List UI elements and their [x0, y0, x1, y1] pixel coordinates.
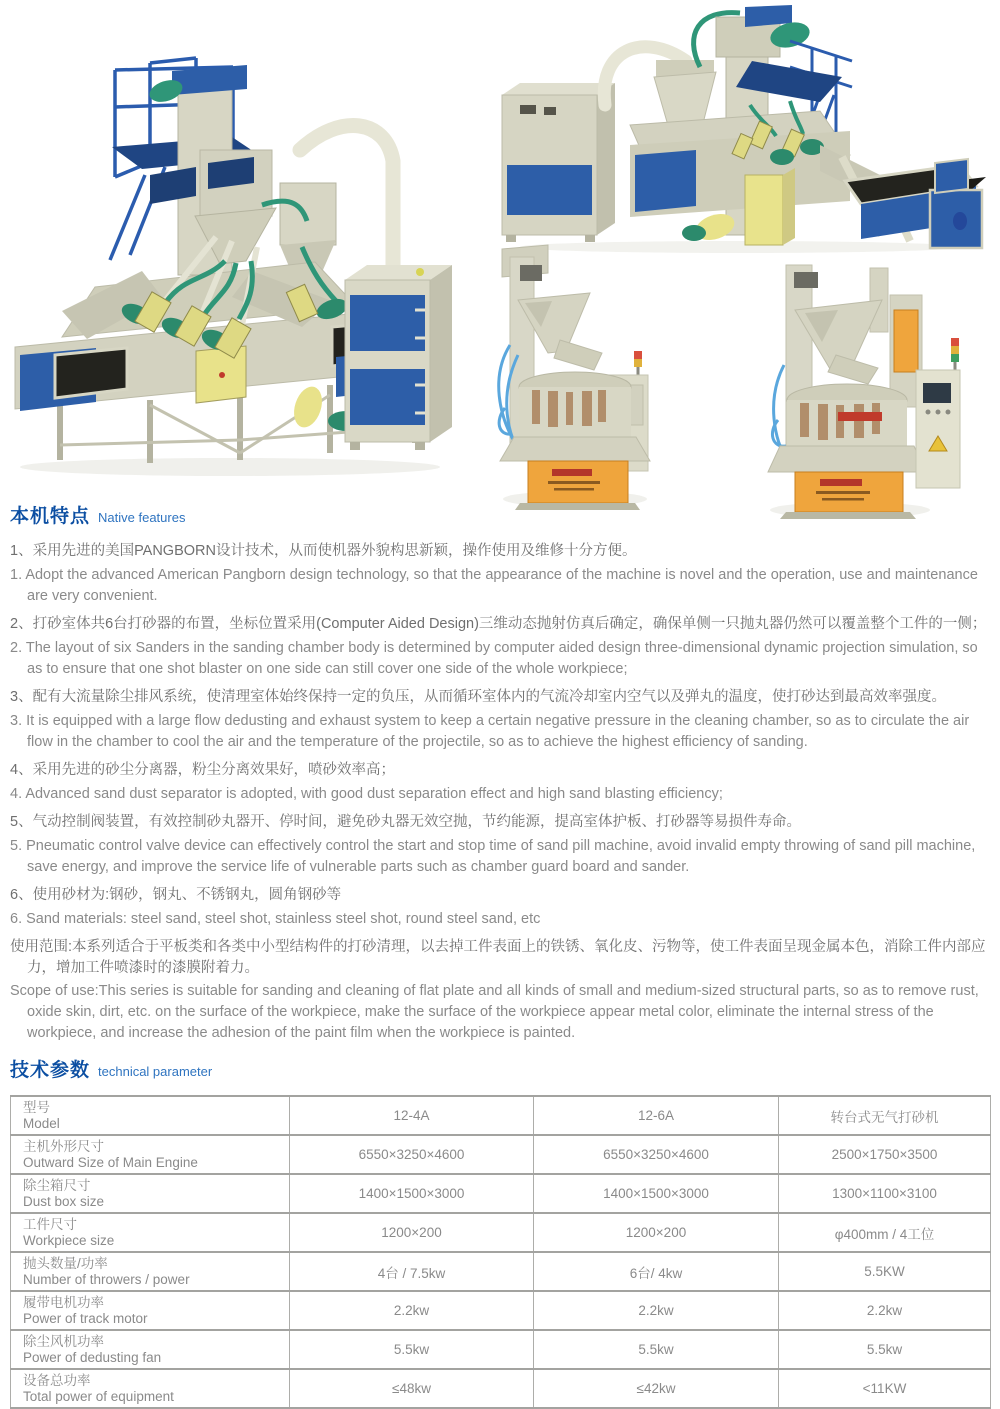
- spec-value-col-1: 1400×1500×3000: [290, 1174, 534, 1213]
- spec-row-label: [11, 1330, 290, 1369]
- spec-value-col-3: φ400mm / 4工位: [779, 1213, 991, 1252]
- spec-value-col-2: 6550×3250×4600: [534, 1135, 779, 1174]
- spec-value-col-1: 1200×200: [290, 1213, 534, 1252]
- conveyor-blast-machine-render-front-left-image: [0, 55, 470, 485]
- spec-row-label-en: Power of track motor: [23, 1310, 148, 1326]
- feature-item-3-en: 3. It is equipped with a large flow dedusting and exhaust system to keep a certain negative pressure in the cleaning chamber, so as to circulate the air flow in the chamber to cool the air and the temperature of the projectile, so as to achieve the highest efficiency of sanding.: [10, 713, 970, 750]
- feature-item-1-en: 1. Adopt the advanced American Pangborn design technology, so that the appearance of the machine is novel and the operation, use and maintenance are very convenient.: [10, 567, 978, 604]
- spec-row-1: [11, 1096, 991, 1135]
- feature-item-5-en: 5. Pneumatic control valve device can effectively control the start and stop time of sand pill machine, avoid invalid empty throwing of sand pill machine, save energy, and improve the service life of vulnerable parts such as chamber guard board and sander.: [10, 838, 976, 875]
- spec-row-8: [11, 1369, 991, 1408]
- features-heading-en: Native features: [98, 510, 186, 525]
- spec-row-label-zh: 主机外形尺寸: [23, 1138, 104, 1154]
- feature-item-2-zh: 2、打砂室体共6台打砂器的布置，坐标位置采用(Computer Aided Design)三维动态抛射仿真后确定，确保单侧一只抛丸器仍然可以覆盖整个工件的一侧；: [10, 616, 987, 632]
- features-list: [10, 541, 992, 930]
- feature-item-5-zh: 5、气动控制阀装置，有效控制砂丸器开、停时间，避免砂丸器无效空抛，节约能源，提高室体护板、打砂器等易损件寿命。: [10, 814, 802, 830]
- spec-row-label: [11, 1291, 290, 1330]
- specs-heading-en: technical parameter: [98, 1064, 213, 1079]
- product-gallery: [0, 0, 1000, 500]
- conveyor-blast-machine-render-rear-right-image: [490, 5, 990, 255]
- spec-value-col-3: 2.2kw: [779, 1291, 991, 1330]
- spec-value-col-2: 6台/ 4kw: [534, 1252, 779, 1291]
- turntable-blast-machine-photo-left-image: [490, 245, 660, 515]
- feature-item-4-en: 4. Advanced sand dust separator is adopted, with good dust separation effect and high sand blasting efficiency;: [10, 786, 723, 802]
- spec-value-col-1: 4台 / 7.5kw: [290, 1252, 534, 1291]
- spec-row-label: [11, 1174, 290, 1213]
- spec-value-col-1: 12-4A: [290, 1096, 534, 1135]
- features-heading-zh: 本机特点: [10, 506, 91, 527]
- spec-row-6: [11, 1291, 991, 1330]
- feature-item-6-en: 6. Sand materials: steel sand, steel shot, stainless steel shot, round steel sand, etc: [10, 911, 541, 927]
- spec-row-3: [11, 1174, 991, 1213]
- spec-row-label-zh: 除尘箱尺寸: [23, 1177, 91, 1193]
- spec-value-col-1: 6550×3250×4600: [290, 1135, 534, 1174]
- spec-value-col-3: 2500×1750×3500: [779, 1135, 991, 1174]
- spec-row-2: [11, 1135, 991, 1174]
- spec-row-label-en: Total power of equipment: [23, 1388, 174, 1404]
- spec-row-label: [11, 1213, 290, 1252]
- spec-value-col-1: 5.5kw: [290, 1330, 534, 1369]
- spec-value-col-2: 1200×200: [534, 1213, 779, 1252]
- spec-row-5: [11, 1252, 991, 1291]
- spec-row-label-zh: 抛头数量/功率: [23, 1255, 108, 1271]
- technical-parameter-table: [10, 1095, 991, 1409]
- spec-row-label-en: Outward Size of Main Engine: [23, 1154, 198, 1170]
- spec-row-label-zh: 工件尺寸: [23, 1216, 77, 1232]
- feature-item-2-en: 2. The layout of six Sanders in the sanding chamber body is determined by computer aided design three-dimensional dynamic projection simulation, so as to ensure that one shot blaster on one side can still cover one side of the whole workpiece;: [10, 640, 978, 677]
- spec-row-label-zh: 设备总功率: [23, 1372, 91, 1388]
- spec-value-col-2: 5.5kw: [534, 1330, 779, 1369]
- spec-value-col-2: 12-6A: [534, 1096, 779, 1135]
- spec-row-label: [11, 1135, 290, 1174]
- spec-row-label: [11, 1252, 290, 1291]
- feature-item-1-zh: 1、采用先进的美国PANGBORN设计技术，从而使机器外貌构思新颖，操作使用及维修十分方便。: [10, 543, 637, 559]
- spec-value-col-1: 2.2kw: [290, 1291, 534, 1330]
- spec-row-label-en: Power of dedusting fan: [23, 1349, 162, 1365]
- turntable-blast-machine-photo-right-image: [750, 250, 965, 525]
- spec-row-4: [11, 1213, 991, 1252]
- spec-value-col-3: <11KW: [779, 1369, 991, 1408]
- spec-row-label: [11, 1096, 290, 1135]
- spec-row-7: [11, 1330, 991, 1369]
- feature-item-6-zh: 6、使用砂材为:钢砂，钢丸、不锈钢丸，圆角钢砂等: [10, 887, 342, 903]
- scope-of-use-zh: 使用范围:本系列适合于平板类和各类中小型结构件的打砂清理，以去掉工件表面上的铁锈、氧化皮、污物等，使工件表面呈现金属本色，消除工件内部应力，增加工件喷漆时的漆膜附着力。: [10, 939, 986, 976]
- spec-row-label-zh: 型号: [23, 1099, 50, 1115]
- spec-row-label-en: Dust box size: [23, 1193, 105, 1209]
- spec-value-col-3: 5.5kw: [779, 1330, 991, 1369]
- spec-value-col-2: 1400×1500×3000: [534, 1174, 779, 1213]
- spec-row-label-en: Workpiece size: [23, 1232, 115, 1248]
- spec-row-label-zh: 履带电机功率: [23, 1294, 104, 1310]
- feature-item-4-zh: 4、采用先进的砂尘分离器，粉尘分离效果好，喷砂效率高；: [10, 762, 396, 778]
- feature-item-3-zh: 3、配有大流量除尘排风系统，使清理室体始终保持一定的负压，从而循环室体内的气流冷却室内空气以及弹丸的温度，使打砂达到最高效率强度。: [10, 689, 947, 705]
- spec-value-col-3: 1300×1100×3100: [779, 1174, 991, 1213]
- spec-value-col-2: ≤42kw: [534, 1369, 779, 1408]
- specs-heading-zh: 技术参数: [10, 1060, 91, 1081]
- spec-row-label-en: Number of throwers / power: [23, 1271, 190, 1287]
- spec-value-col-3: 转台式无气打砂机: [779, 1096, 991, 1135]
- specs-section-heading: [10, 1060, 1000, 1083]
- spec-row-label: [11, 1369, 290, 1408]
- spec-value-col-2: 2.2kw: [534, 1291, 779, 1330]
- spec-row-label-zh: 除尘风机功率: [23, 1333, 104, 1349]
- spec-row-label-en: Model: [23, 1115, 60, 1131]
- spec-value-col-3: 5.5KW: [779, 1252, 991, 1291]
- scope-of-use-en: Scope of use:This series is suitable for sanding and cleaning of flat plate and all kinds of small and medium-sized structural parts, so as to remove rust, oxide skin, dirt, etc. on the surface of the workpiece, make the surface of the workpiece appear metal color, eliminate the internal stress of the workpiece, and increase the adhesion of the paint film when the workpiece is painted.: [10, 983, 979, 1041]
- spec-value-col-1: ≤48kw: [290, 1369, 534, 1408]
